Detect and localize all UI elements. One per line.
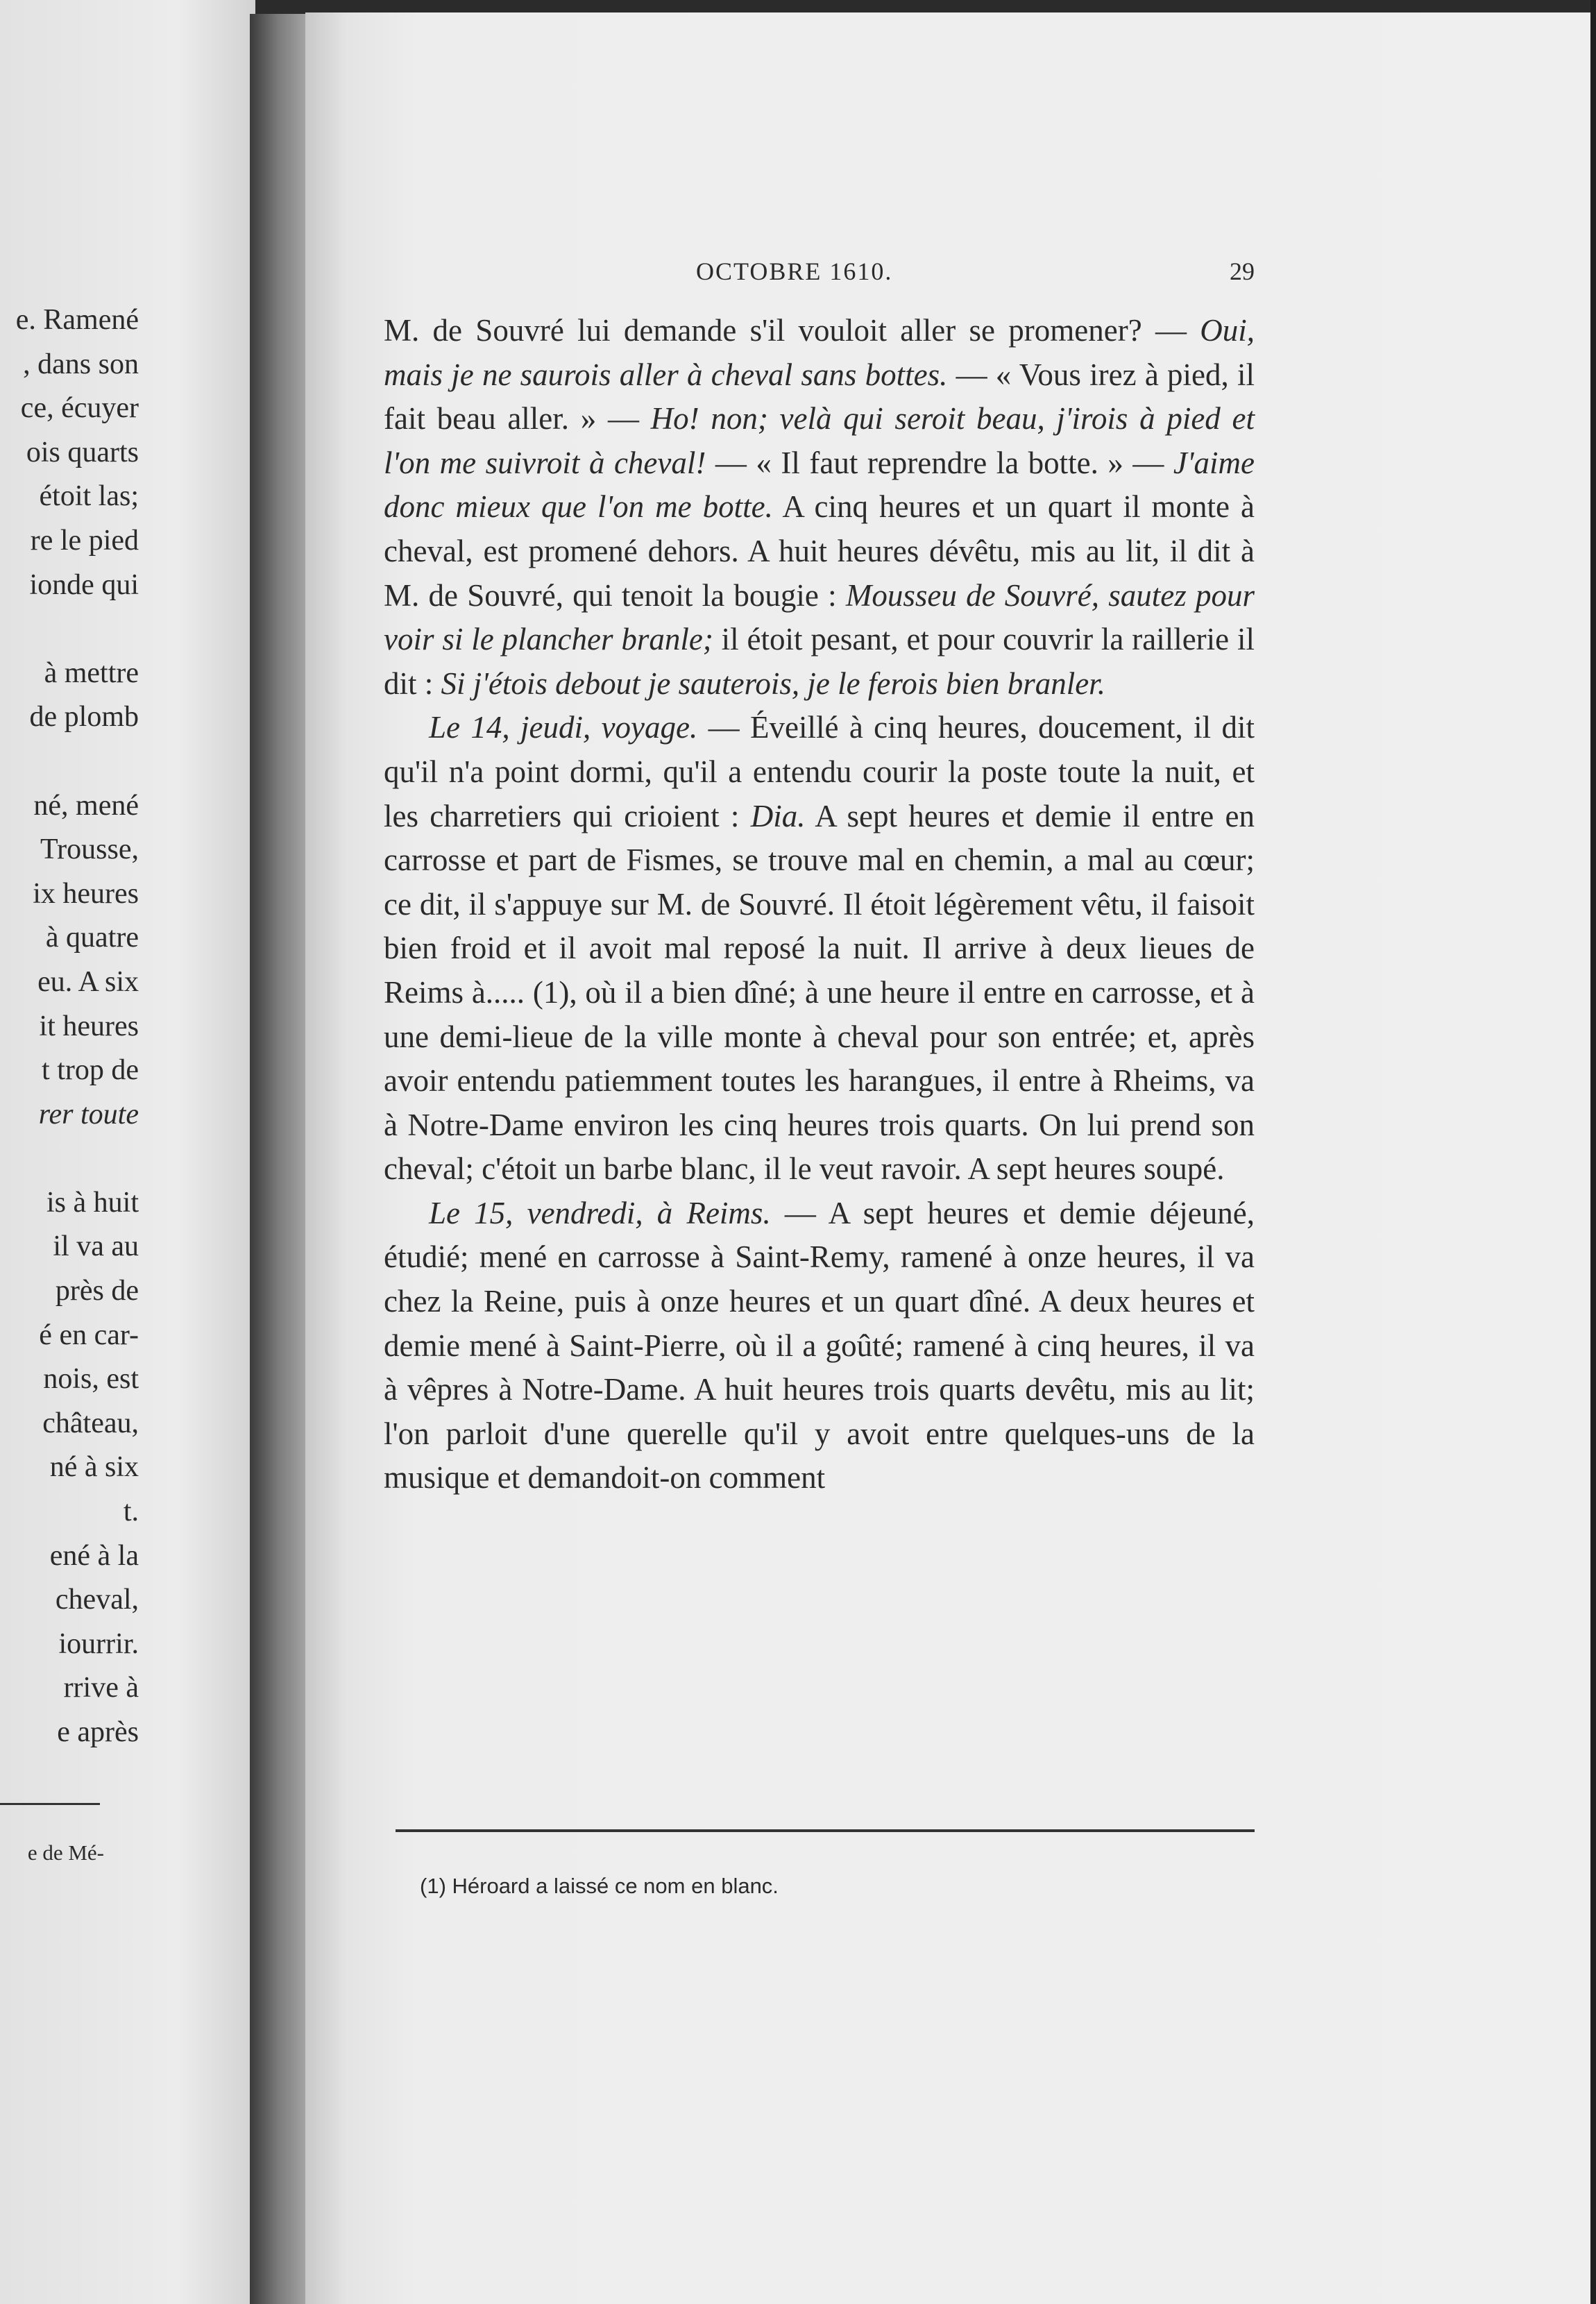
text-run: A cinq heures et un quart il monte à cheval, est promené dehors. A huit heures dévêtu, mis au lit, il dit à M. de Souvré, qui tenoit la bougie : <box>384 489 1255 613</box>
italic-run: Si j'étois debout je sauterois, je le ferois bien branler. <box>441 666 1105 701</box>
left-page-line: à quatre <box>45 922 139 954</box>
paragraph <box>384 1192 1255 1500</box>
left-page-line: né, mené <box>33 789 139 822</box>
left-page-line: à mettre <box>44 657 139 689</box>
header-title: OCTOBRE 1610. <box>696 257 893 285</box>
text-run: il étoit pesant, et pour couvrir la raillerie il dit : <box>384 622 1255 701</box>
left-footnote: e de Mé- <box>27 1840 104 1865</box>
italic-run: Oui, mais je ne saurois aller à cheval sans bottes. <box>384 313 1255 392</box>
left-page-line: e après <box>57 1716 139 1748</box>
left-page-line: il va au <box>53 1230 139 1263</box>
text-run: — A sept heures et demie déjeuné, étudié; mené en carrosse à Saint-Remy, ramené à onze heures, il va chez la Reine, puis à onze heures et un quart dîné. A deux heures et demie mené à Saint-Pierre, où il a goûté; ramené à cinq heures, il va à vêpres à Notre-Dame. A huit heures trois quarts devêtu, mis au lit; l'on parloit d'une querelle qu'il y avoit entre quelques-uns de la musique et demandoit-on comment <box>384 1195 1255 1496</box>
left-page-line: é en car- <box>39 1319 139 1351</box>
italic-run: Dia. <box>750 798 806 833</box>
left-page-line: t trop de <box>42 1054 139 1087</box>
page-edge <box>1590 0 1596 2304</box>
left-page-line: ois quarts <box>26 436 139 468</box>
left-page-line: t. <box>123 1496 139 1528</box>
left-page-line: rer toute <box>38 1098 139 1130</box>
left-footnote-rule <box>0 1803 100 1805</box>
body-text <box>384 309 1255 1500</box>
left-page-line <box>0 1137 139 1181</box>
left-page-text <box>0 298 139 1755</box>
paragraph <box>384 706 1255 1192</box>
left-page-line <box>0 740 139 784</box>
italic-run: Ho! non; velà qui seroit beau, j'irois à pied et l'on me suivroit à cheval! <box>384 401 1255 480</box>
text-run: — « Il faut reprendre la botte. » — <box>706 445 1173 480</box>
left-page-line: iourrir. <box>58 1627 139 1660</box>
left-page-line <box>0 607 139 652</box>
left-page-line: ce, écuyer <box>20 392 139 425</box>
left-page-line: château, <box>42 1407 139 1439</box>
left-page-line: , dans son <box>23 348 139 380</box>
italic-run: Mousseu de Souvré, sautez pour voir si le plancher branle; <box>384 577 1255 657</box>
italic-run: Le 14, jeudi, voyage. <box>429 710 698 745</box>
left-page-line: près de <box>55 1275 139 1307</box>
left-page-line: Trousse, <box>40 833 139 866</box>
text-run: A sept heures et demie il entre en carrosse et part de Fismes, se trouve mal en chemin, a mal au cœur; ce dit, il s'appuye sur M. de Souvré. Il étoit légèrement vêtu, il faisoit bien froid et il avoit mal reposé la nuit. Il arrive à deux lieues de Reims à..... (1), où il a bien dîné; à une heure il entre en carrosse, et à une demi-lieue de la ville monte à cheval pour son entrée; et, après avoir entendu patiemment toutes les harangues, il entre à Rheims, va à Notre-Dame environ les cinq heures trois quarts. On lui prend son cheval; c'étoit un barbe blanc, il le veut ravoir. A sept heures soupé. <box>384 798 1255 1187</box>
left-page-line: ix heures <box>33 877 139 910</box>
paragraph <box>384 309 1255 706</box>
text-run: — Éveillé à cinq heures, doucement, il dit qu'il n'a point dormi, qu'il a entendu courir la poste toute la nuit, et les charretiers qui crioient : <box>384 710 1255 833</box>
left-page-line: ené à la <box>49 1539 139 1572</box>
left-page-line: is à huit <box>46 1186 139 1219</box>
left-page-line: de plomb <box>29 701 139 734</box>
text-run: M. de Souvré lui demande s'il vouloit aller se promener? — <box>384 313 1200 348</box>
left-page-line: it heures <box>39 1010 139 1042</box>
left-page-line: cheval, <box>55 1584 139 1616</box>
text-run: — « Vous irez à pied, il fait beau aller. » — <box>384 357 1255 437</box>
running-header <box>696 257 1255 293</box>
left-page-line: étoit las; <box>39 480 139 513</box>
left-page-line: ionde qui <box>29 568 139 601</box>
left-page-line: né à six <box>49 1451 139 1484</box>
footnote-rule <box>396 1829 1255 1832</box>
page-number: 29 <box>1230 257 1255 285</box>
left-page-line: e. Ramené <box>15 304 139 336</box>
left-page-line: eu. A six <box>37 965 139 998</box>
italic-run: J'aime donc mieux que l'on me botte. <box>384 445 1255 525</box>
footnote: (1) Héroard a laissé ce nom en blanc. <box>420 1874 779 1898</box>
left-page-line: rrive à <box>63 1672 139 1704</box>
left-page-line: nois, est <box>43 1363 139 1396</box>
left-page-line: re le pied <box>30 524 139 557</box>
italic-run: Le 15, vendredi, à Reims. <box>429 1195 771 1230</box>
